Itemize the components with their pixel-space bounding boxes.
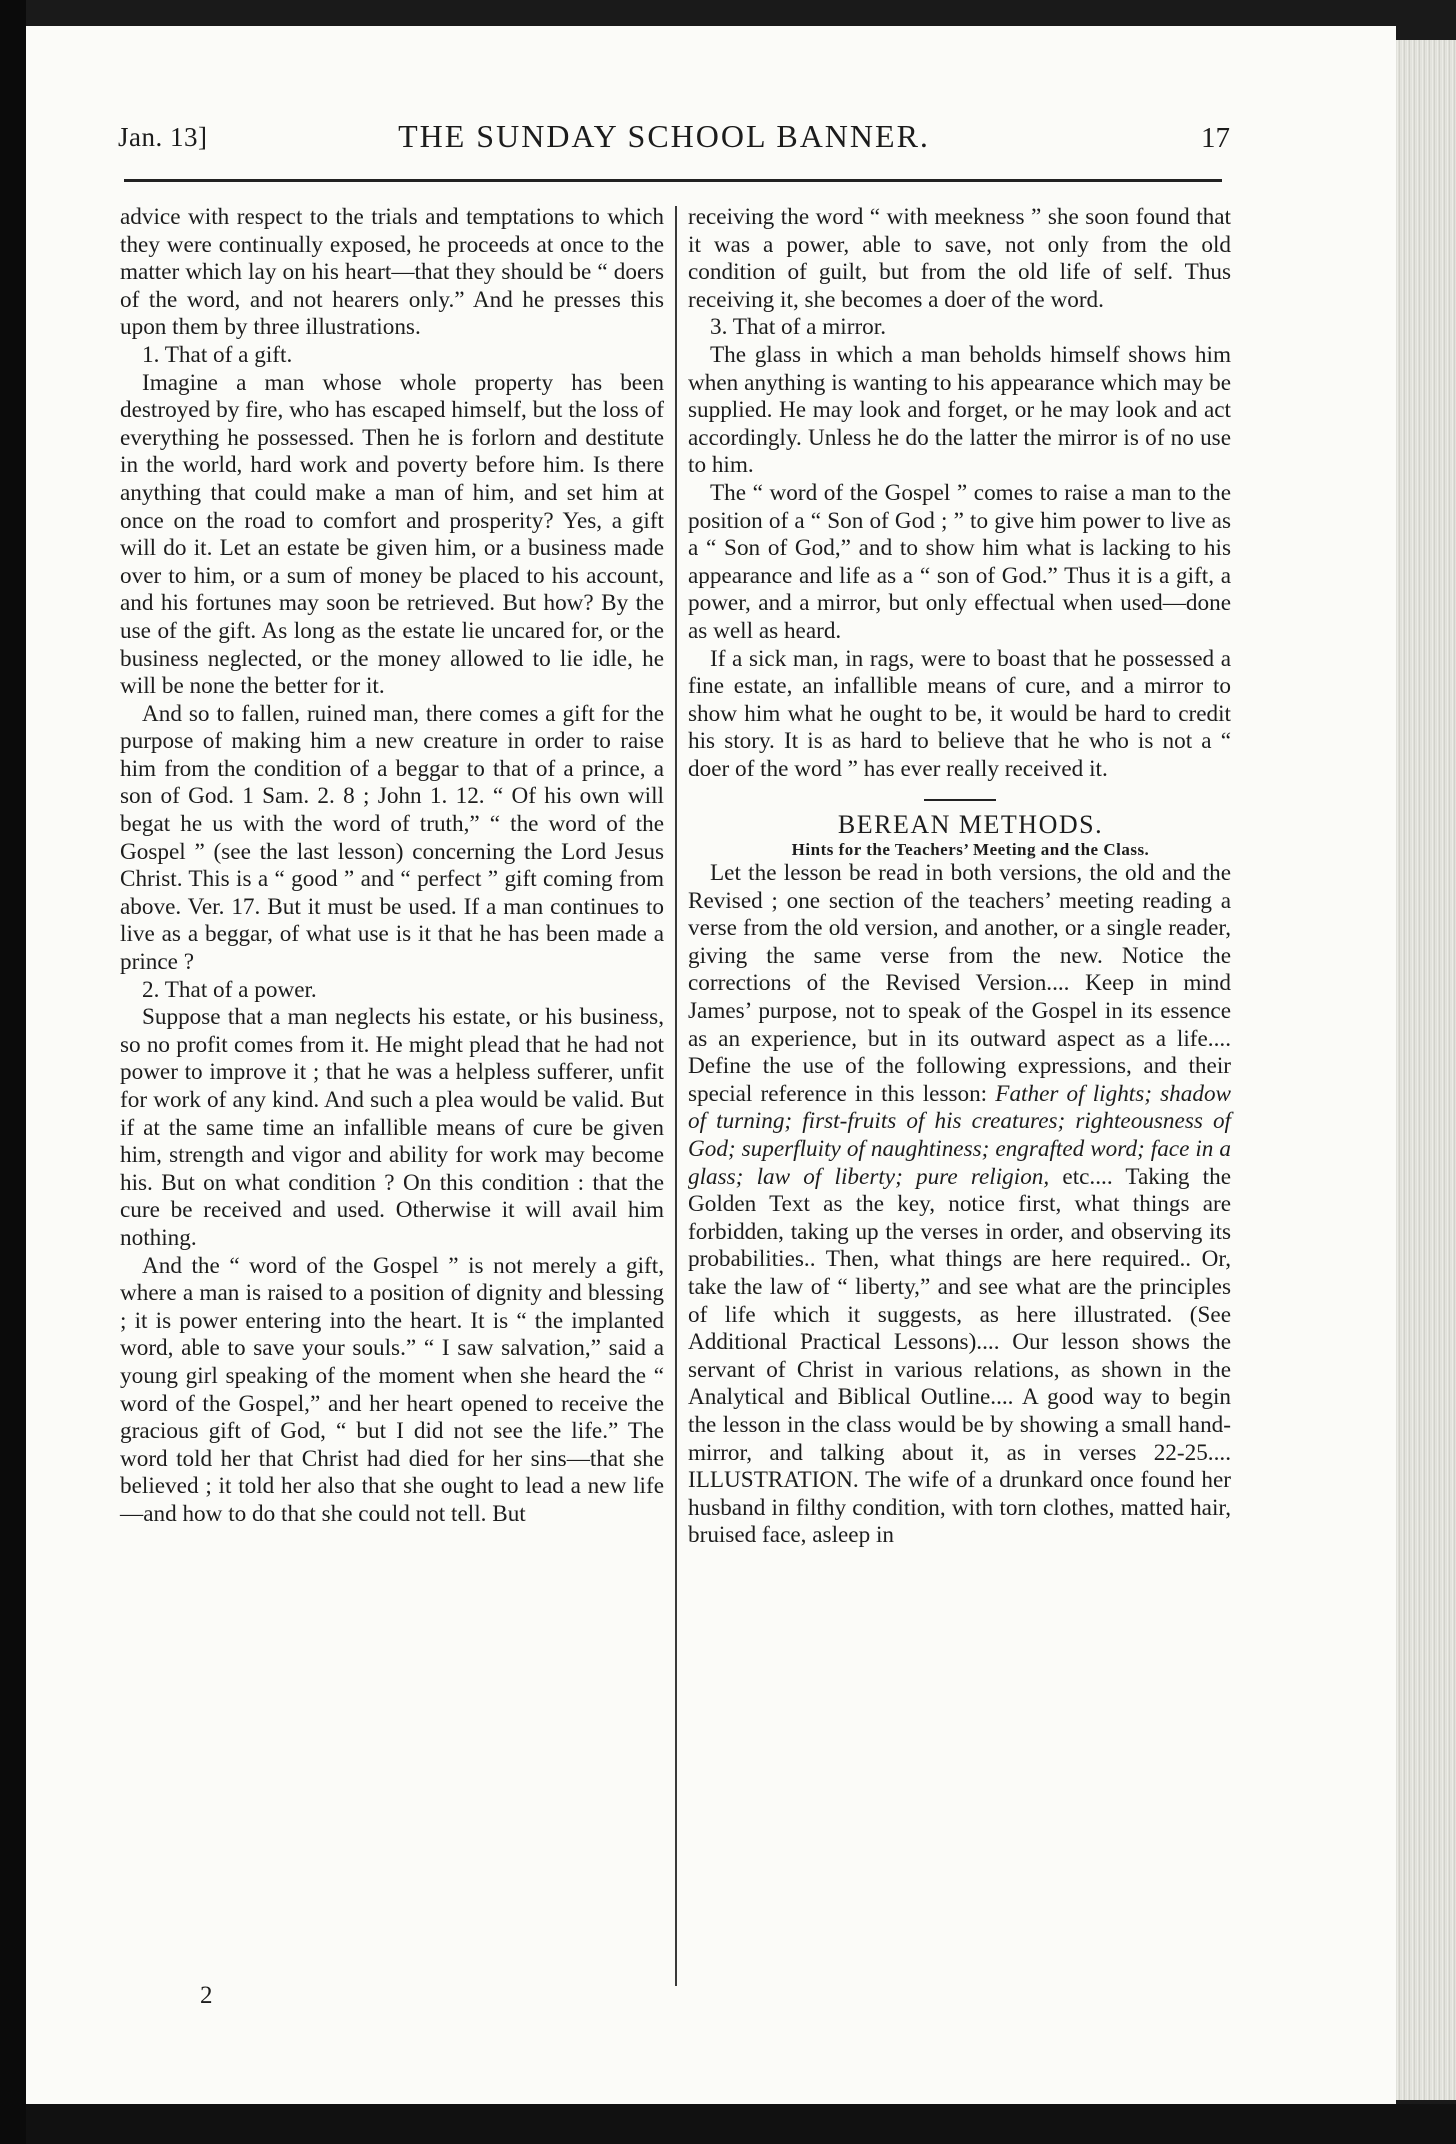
numbered-heading: 2. That of a power. [142, 976, 317, 1003]
running-header [94, 110, 1234, 166]
paragraph: advice with respect to the trials and temptations to which they were continually exposed, he proceeds at once to the matter which lay on his heart—that they should be “ doers of the word, and not hearers only.” And he presses this upon them by three illustrations. [120, 204, 664, 341]
section-subtitle: Hints for the Teachers’ Meeting and the Class. [791, 840, 1150, 860]
book-page-edges [1396, 40, 1456, 2100]
left-column [120, 204, 664, 1529]
scan-left-edge [0, 0, 26, 2144]
paragraph [688, 860, 1231, 1550]
page-number: 17 [1201, 122, 1230, 154]
header-rule [124, 179, 1222, 182]
signature-mark: 2 [200, 1982, 213, 2009]
header-title: THE SUNDAY SCHOOL BANNER. [398, 118, 930, 154]
paragraph-text: etc.... Taking the Golden Text as the key, notice first, what things are forbidden, taking up the verses in order, and observing its probabilities.. Then, what things are here required.. Or, take the law of “ liberty,” and see what are the principles of life which it suggests, as here illustrated. (See Additional Practical Lessons).... Our lesson shows the servant of Christ in various relations, as shown in the Analytical and Biblical Outline.... A good way to begin the lesson in the class would be by showing a small hand-mirror, and talking about it, as in verses 22-25.... ILLUSTRATION. The wife of a drunkard once found her husband in filthy condition, with torn clothes, matted hair, bruised face, asleep in [688, 1163, 1231, 1549]
paragraph: The glass in which a man beholds himself shows him when anything is wanting to his appearance which may be supplied. He may look and forget, or he may look and act accordingly. Unless he do the latter the mirror is of no use to him. [688, 341, 1231, 479]
header-date: Jan. 13] [118, 122, 208, 152]
italic-expressions: Father of lights; shadow of turning; first-fruits of his creatures; righteousness of God; superfluity of naughtiness; engrafted word; face in a glass; law of liberty; pure religion, [688, 1080, 1232, 1190]
scan-bottom-shadow [26, 2104, 1456, 2144]
paragraph: If a sick man, in rags, were to boast that he possessed a fine estate, an infallible means of cure, and a mirror to show him what he ought to be, it would be hard to credit his story. It is as hard to believe that he who is not a “ doer of the word ” has ever really received it. [688, 645, 1231, 782]
column-divider [675, 206, 677, 1986]
numbered-heading: 1. That of a gift. [142, 341, 293, 368]
paragraph: And the “ word of the Gospel ” is not merely a gift, where a man is raised to a position of dignity and blessing ; it is power entering into the heart. It is “ the implanted word, able to save your souls.” “ I saw salvation,” said a young girl speaking of the moment when she heard the “ word of the Gospel,” and her heart opened to receive the gracious gift of God, “ but I did not see the life.” The word told her that Christ had died for her sins—that she believed ; it told her also that she ought to lead a new life—and how to do that she could not tell. But [120, 1252, 664, 1527]
paragraph: receiving the word “ with meekness ” she soon found that it was a power, able to save, not only from the old condition of guilt, but from the old life of self. Thus receiving it, she becomes a doer of the word. [688, 204, 1231, 313]
paragraph: Imagine a man whose whole property has been destroyed by fire, who has escaped himself, but the loss of everything he possessed. Then he is forlorn and destitute in the world, hard work and poverty before him. Is there anything that could make a man of him, and set him at once on the road to comfort and prosperity? Yes, a gift will do it. Let an estate be given him, or a business made over to him, or a sum of money be placed to his account, and his fortunes may soon be retrieved. But how? By the use of the gift. As long as the estate lie uncared for, or the business neglected, or the money allowed to lie idle, he will be none the better for it. [120, 369, 664, 700]
paragraph: Suppose that a man neglects his estate, or his business, so no profit comes from it. He might plead that he had not power to improve it ; that he was a helpless sufferer, unfit for work of any kind. And such a plea would be valid. But if at the same time an infallible means of cure be given him, strength and vigor and ability for work may become his. But on what condition ? On this condition : that the cure be received and used. Otherwise it will avail him nothing. [120, 1004, 664, 1251]
paragraph: The “ word of the Gospel ” comes to raise a man to the position of a “ Son of God ; ” to give him power to live as a “ Son of God,” and to show him what is lacking to his appearance and life as a “ son of God.” Thus it is a gift, a power, and a mirror, but only effectual when used—done as well as heard. [688, 479, 1231, 644]
right-column [688, 204, 1231, 1550]
section-rule [924, 799, 996, 801]
paragraph: And so to fallen, ruined man, there comes a gift for the purpose of making him a new creature in order to raise him from the condition of a beggar to that of a prince, a son of God. 1 Sam. 2. 8 ; John 1. 12. “ Of his own will begat he us with the word of truth,” “ the word of the Gospel ” (see the last lesson) concerning the Lord Jesus Christ. This is a “ good ” and “ perfect ” gift coming from above. Ver. 17. But it must be used. If a man continues to live as a beggar, of what use is it that he has been made a prince ? [120, 700, 664, 976]
paragraph-text: Let the lesson be read in both versions, the old and the Revised ; one section of the teachers’ meeting reading a verse from the old version, and another, or a single reader, giving the same verse from the new. Notice the corrections of the Revised Version.... Keep in mind James’ purpose, not to speak of the Gospel in its essence as an experience, but in its outward aspect as a life.... Define the use of the following expressions, and their special reference in this lesson: [688, 860, 1231, 1107]
section-title: BEREAN METHODS. [837, 810, 1104, 840]
numbered-heading: 3. That of a mirror. [710, 314, 887, 341]
